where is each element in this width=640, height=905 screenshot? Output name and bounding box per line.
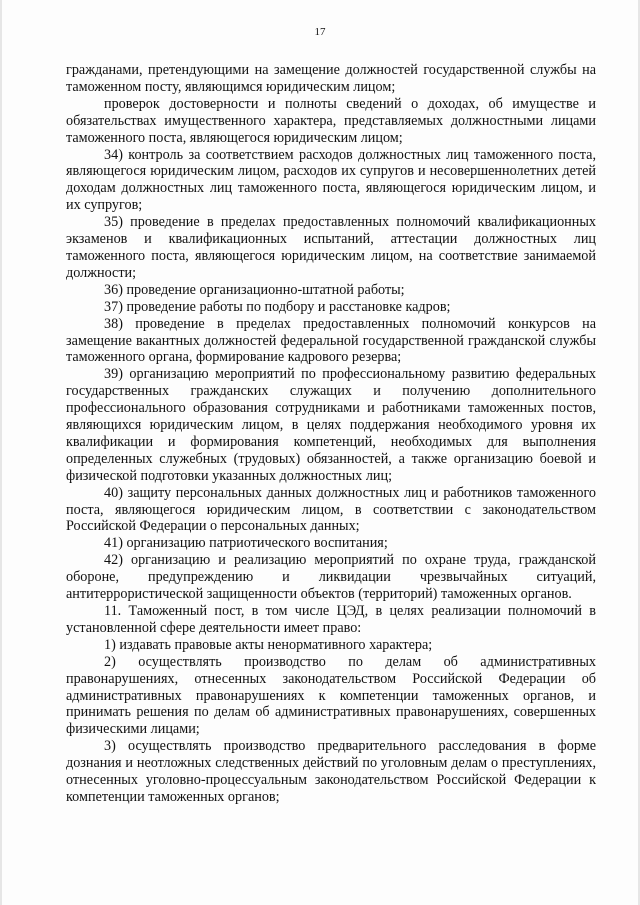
paragraph-item-37: 37) проведение работы по подбору и расстановке кадров; (104, 298, 451, 315)
paragraph-item-39: 39) организацию мероприятий по профессиональному развитию федеральных государственных гражданских служащих и получению дополнительного профессионального образования сотрудниками и работниками таможенных постов, являющихся юридическим лицом, в целях поддержания необходимого уровня их квалификации и формирования компетенций, необходимых для выполнения определенных служебных (трудовых) обязанностей, а также организацию боевой и физической подготовки указанных должностных лиц; (66, 366, 596, 484)
paragraph-income-checks: проверок достоверности и полноты сведений о доходах, об имуществе и обязательствах имущественного характера, представляемых должностными лицами таможенного поста, являющегося юридическим лицом; (66, 95, 596, 146)
paragraph-item-42: 42) организацию и реализацию мероприятий по охране труда, гражданской обороне, предупреждению и ликвидации чрезвычайных ситуаций, антитеррористической защищенности объектов (территорий) таможенных органов. (66, 552, 596, 603)
page-number: 17 (314, 26, 326, 38)
document-body (66, 62, 596, 806)
paragraph-item-34: 34) контроль за соответствием расходов должностных лиц таможенного поста, являющегося юридическим лицом, расходов их супругов и несовершеннолетних детей доходам должностных лиц таможенного поста, являющегося юридическим лицом, и их супругов; (66, 146, 596, 214)
paragraph-item-36: 36) проведение организационно-штатной работы; (104, 281, 405, 298)
paragraph-item-41: 41) организацию патриотического воспитания; (104, 535, 388, 552)
paragraph-item-38: 38) проведение в пределах предоставленных полномочий конкурсов на замещение вакантных должностей федеральной государственной гражданской службы таможенного органа, формирование кадрового резерва; (66, 315, 596, 366)
paragraph-continuation: гражданами, претендующими на замещение должностей государственной службы на таможенном посту, являющимся юридическим лицом; (66, 62, 596, 95)
paragraph-right-3: 3) осуществлять производство предварительного расследования в форме дознания и неотложных следственных действий по уголовным делам о преступлениях, отнесенных уголовно-процессуальным законодательством Российской Федерации к компетенции таможенных органов; (66, 738, 596, 805)
paragraph-section-11: 11. Таможенный пост, в том числе ЦЭД, в целях реализации полномочий в установленной сфере деятельности имеет право: (66, 603, 596, 636)
scan-edge-mark-left (0, 0, 2, 905)
paragraph-right-1: 1) издавать правовые акты ненормативного характера; (104, 636, 433, 653)
paragraph-item-40: 40) защиту персональных данных должностных лиц и работников таможенного поста, являющегося юридическим лицом, в соответствии с законодательством Российской Федерации о персональных данных; (66, 484, 596, 535)
paragraph-right-2: 2) осуществлять производство по делам об административных правонарушениях, отнесенных законодательством Российской Федерации об административных правонарушениях к компетенции таможенных органов, и принимать решения по делам об административных правонарушениях, совершенных физическими лицами; (66, 653, 596, 738)
paragraph-item-35: 35) проведение в пределах предоставленных полномочий квалификационных экзаменов и квалификационных испытаний, аттестации должностных лиц таможенного поста, являющегося юридическим лицом, на соответствие занимаемой должности; (66, 214, 596, 281)
